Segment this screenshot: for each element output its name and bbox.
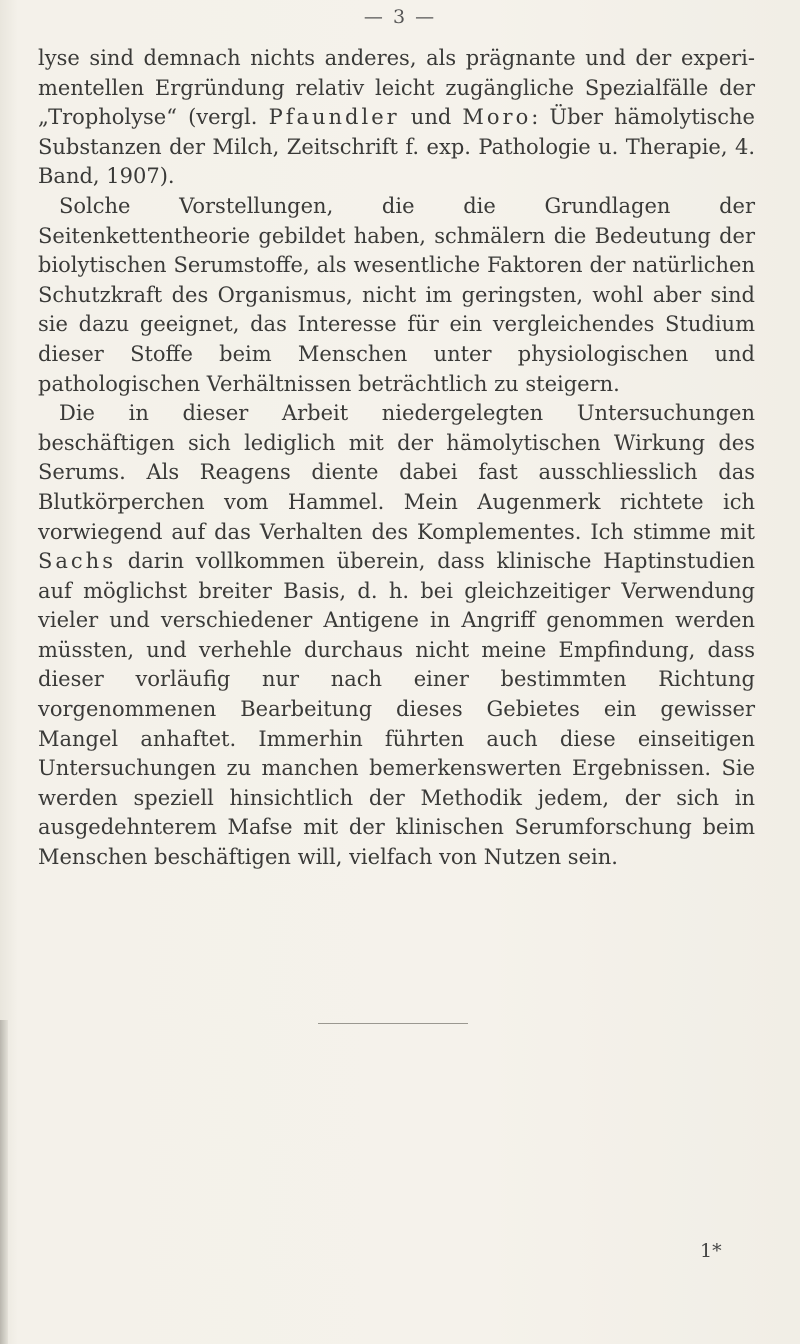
body-text <box>38 44 755 873</box>
text-run: : Über hämolytische Substanzen der Milch, Zeitschrift f. exp. Pathologie u. Therapie, 4. Band, 1907). <box>38 105 755 189</box>
text-run: lyse sind demnach nichts anderes, als prägnante und der experimentellen Ergründung relativ leicht zugängliche Spezialfälle der „Tropholyse“ (vergl. <box>38 46 755 130</box>
footnote-rule <box>318 1023 468 1024</box>
paragraph <box>38 399 755 873</box>
author-name: Sachs <box>38 549 116 574</box>
text-run: und <box>399 105 463 130</box>
author-name: Moro <box>462 105 532 130</box>
text-run: darin vollkommen überein, dass klinische Haptinstudien auf möglichst breiter Basis, d. h. bei gleichzeitiger Verwendung vieler und verschiedener Antigene in Angriff genommen werden müssten, und verhehle durchaus nicht meine Empfindung, dass dieser vorläufig nur nach einer bestimmten Richtung vorgenommenen Bearbeitung dieses Gebietes ein gewisser Mangel anhaftet. Immerhin führten auch diese einseitigen Untersuchungen zu manchen bemerkenswerten Ergebnissen. Sie werden speziell hinsichtlich der Methodik jedem, der sich in ausgedehnterem Mafse mit der klinischen Serumforschung beim Menschen beschäftigen will, vielfach von Nutzen sein. <box>38 549 755 870</box>
author-name: Pfaundler <box>268 105 400 130</box>
signature-mark: 1* <box>700 1240 722 1262</box>
page-binding-shadow <box>0 1020 8 1344</box>
paragraph <box>38 44 755 192</box>
text-run: Die in dieser Arbeit niedergelegten Untersuchungen beschäftigen sich lediglich mit der hämolytischen Wirkung des Serums. Als Reagens diente dabei fast ausschliesslich das Blutkörperchen vom Hammel. Mein Augenmerk richtete ich vorwiegend auf das Verhalten des Komplementes. Ich stimme mit <box>38 401 755 544</box>
text-run: Solche Vorstellungen, die die Grundlagen der Seitenkettentheorie gebildet haben, schmälern die Bedeutung der biolytischen Serumstoffe, als wesentliche Faktoren der natürlichen Schutzkraft des Organismus, nicht im geringsten, wohl aber sind sie dazu geeignet, das Interesse für ein vergleichendes Studium dieser Stoffe beim Menschen unter physiologischen und pathologischen Verhältnissen beträchtlich zu steigern. <box>38 193 755 396</box>
paragraph <box>38 192 755 399</box>
page-number: — 3 — <box>363 6 437 28</box>
